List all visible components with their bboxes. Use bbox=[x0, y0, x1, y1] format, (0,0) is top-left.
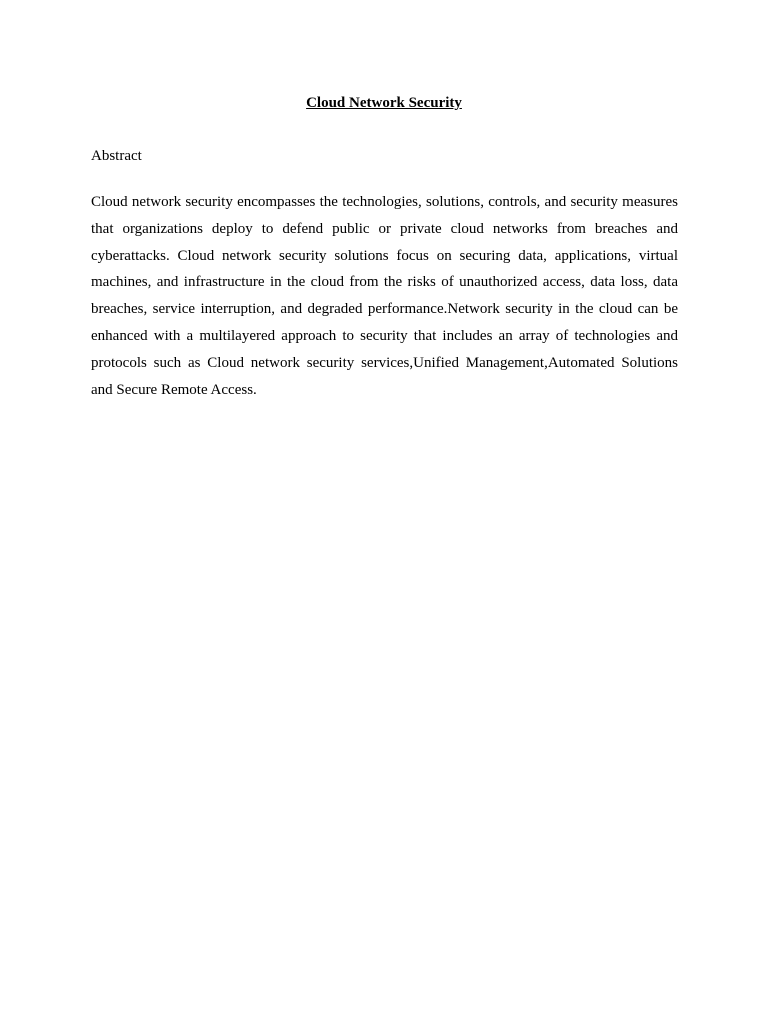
document-title: Cloud Network Security bbox=[306, 95, 462, 111]
abstract-heading: Abstract bbox=[91, 148, 142, 164]
abstract-paragraph: Cloud network security encompasses the technologies, solutions, controls, and security measures that organizations deploy to defend public or private cloud networks from breaches and cyberattacks. Cloud network security solutions focus on securing data, applications, virtual machines, and infrastructure in the cloud from the risks of unauthorized access, data loss, data breaches, service interruption, and degraded performance.Network security in the cloud can be enhanced with a multilayered approach to security that includes an array of technologies and protocols such as Cloud network security services,Unified Management,Automated Solutions and Secure Remote Access. bbox=[91, 194, 678, 398]
